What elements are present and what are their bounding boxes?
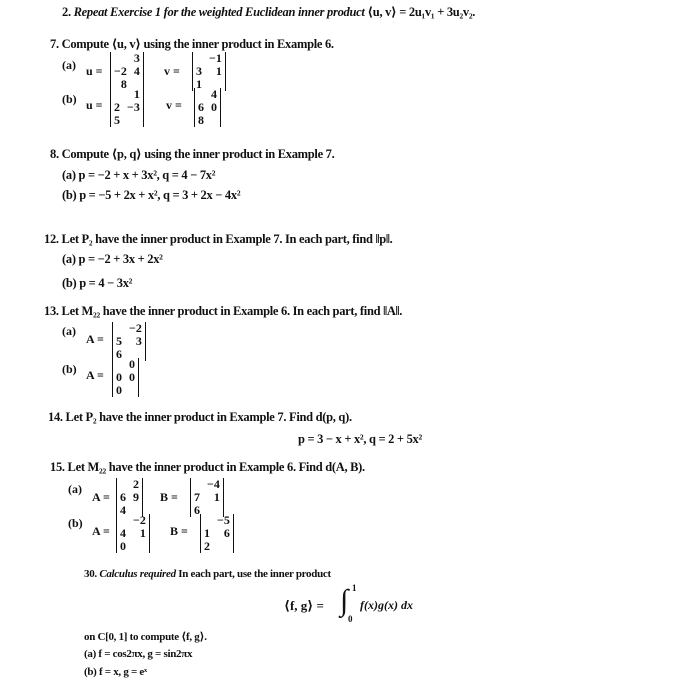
- exercise-15b-label: (b): [68, 516, 83, 530]
- matrix-cell: 6: [116, 347, 122, 361]
- exercise-14-formula: p = 3 − x + x², q = 2 + 5x²: [298, 432, 422, 446]
- integral-sign-icon: ∫: [340, 584, 349, 617]
- exercise-30-formula-rhs: f(x)g(x) dx: [360, 598, 413, 612]
- exercise-15b-b-label: B =: [170, 524, 188, 538]
- exercise-12b: (b) p = 4 − 3x²: [62, 276, 133, 290]
- matrix-cell: 0: [211, 100, 217, 114]
- exercise-8b: (b) p = −5 + 2x + x², q = 3 + 2x − 4x²: [62, 188, 241, 202]
- exercise-7-heading: 7. Compute ⟨u, v⟩ using the inner product in Example 6.: [50, 37, 334, 51]
- exercise-7b-u-matrix: [110, 88, 144, 127]
- exercise-7b-label: (b): [62, 92, 77, 106]
- matrix-cell: 1: [213, 490, 220, 504]
- exercise-15a-label: (a): [68, 482, 82, 496]
- matrix-cell: −2: [114, 64, 127, 78]
- exercise-8-heading: 8. Compute ⟨p, q⟩ using the inner product in Example 7.: [50, 147, 335, 161]
- exercise-15b-b-matrix: [200, 514, 234, 553]
- matrix-cell: −4: [207, 477, 220, 491]
- matrix-cell: −5: [217, 513, 230, 527]
- matrix-cell: 8: [120, 77, 127, 91]
- matrix-cell: 1: [139, 526, 146, 540]
- exercise-30-space: on C[0, 1] to compute ⟨f, g⟩.: [84, 631, 207, 643]
- integral-upper-limit: 1: [352, 583, 357, 593]
- exercise-15a-a-matrix: [116, 478, 143, 517]
- exercise-7a-u-matrix: [110, 52, 144, 91]
- matrix-cell: 6: [223, 526, 230, 540]
- matrix-cell: 4: [133, 64, 140, 78]
- exercise-13a-label: (a): [62, 324, 76, 338]
- matrix-cell: −3: [127, 100, 140, 114]
- exercise-30-formula-lhs: ⟨f, g⟩ =: [284, 598, 324, 613]
- matrix-cell: 7: [194, 490, 200, 504]
- exercise-13b-matrix: [112, 358, 139, 397]
- matrix-cell: 1: [133, 87, 140, 101]
- exercise-30-calculus-note: Calculus required: [99, 568, 176, 580]
- exercise-7b-u-label: u =: [86, 98, 103, 112]
- exercise-7a-u-label: u =: [86, 64, 103, 78]
- matrix-cell: 2: [133, 477, 139, 491]
- matrix-cell: 0: [116, 383, 122, 397]
- matrix-cell: 1: [196, 77, 202, 91]
- exercise-2-number: 2.: [62, 5, 71, 19]
- matrix-cell: 4: [211, 87, 217, 101]
- matrix-cell: 5: [114, 113, 120, 127]
- exercise-13a-matrix: [112, 322, 146, 361]
- exercise-15-heading: 15. Let M₂₂ have the inner product in Example 6. Find d(A, B).: [50, 460, 365, 474]
- exercise-13a-a-label: A =: [86, 332, 104, 346]
- exercise-15a-b-label: B =: [160, 490, 178, 504]
- exercise-30-heading: [84, 568, 331, 580]
- matrix-cell: 0: [129, 370, 135, 384]
- exercise-13-heading: 13. Let M₂₂ have the inner product in Example 6. In each part, find ‖A‖.: [44, 304, 403, 318]
- exercise-15a-a-label: A =: [92, 490, 110, 504]
- exercise-12-heading: 12. Let P₂ have the inner product in Example 7. In each part, find ‖p‖.: [44, 232, 393, 246]
- matrix-cell: −2: [133, 513, 146, 527]
- exercise-30b: (b) f = x, g = eˣ: [84, 666, 147, 678]
- matrix-cell: 0: [129, 357, 135, 371]
- exercise-2-formula: ⟨u, v⟩ = 2u₁v₁ + 3u₂v₂.: [367, 5, 476, 19]
- matrix-cell: 3: [196, 64, 202, 78]
- matrix-cell: −2: [129, 321, 142, 335]
- matrix-cell: 2: [114, 100, 120, 114]
- exercise-13b-label: (b): [62, 362, 77, 376]
- matrix-cell: −1: [209, 51, 222, 65]
- matrix-cell: 6: [120, 490, 126, 504]
- matrix-cell: 6: [194, 503, 200, 517]
- matrix-cell: 6: [198, 100, 204, 114]
- matrix-cell: 8: [198, 113, 204, 127]
- matrix-cell: 3: [133, 51, 140, 65]
- exercise-2: [62, 4, 475, 20]
- matrix-cell: 1: [215, 64, 222, 78]
- exercise-14-heading: 14. Let P₂ have the inner product in Example 7. Find d(p, q).: [48, 410, 352, 424]
- exercise-7b-v-label: v =: [166, 98, 182, 112]
- exercise-13b-a-label: A =: [86, 368, 104, 382]
- matrix-cell: 1: [204, 526, 210, 540]
- exercise-7a-v-label: v =: [164, 64, 180, 78]
- exercise-30-number: 30.: [84, 568, 97, 580]
- exercise-7a-v-matrix: [192, 52, 226, 91]
- matrix-cell: 0: [116, 370, 122, 384]
- exercise-30-text: In each part, use the inner product: [178, 568, 331, 580]
- exercise-8a: (a) p = −2 + x + 3x², q = 4 − 7x²: [62, 168, 216, 182]
- exercise-7a-label: (a): [62, 58, 76, 72]
- matrix-cell: 5: [116, 334, 122, 348]
- exercise-30a: (a) f = cos2πx, g = sin2πx: [84, 648, 193, 660]
- integral-lower-limit: 0: [348, 614, 353, 624]
- exercise-15b-a-label: A =: [92, 524, 110, 538]
- matrix-cell: 0: [120, 539, 126, 553]
- exercise-15a-b-matrix: [190, 478, 224, 517]
- exercise-15b-a-matrix: [116, 514, 150, 553]
- exercise-2-text: Repeat Exercise 1 for the weighted Euclidean inner product: [73, 5, 365, 19]
- matrix-cell: 4: [120, 526, 126, 540]
- matrix-cell: 4: [120, 503, 126, 517]
- exercise-12a: (a) p = −2 + 3x + 2x²: [62, 252, 163, 266]
- matrix-cell: 9: [133, 490, 139, 504]
- exercise-7b-v-matrix: [194, 88, 221, 127]
- matrix-cell: 3: [135, 334, 142, 348]
- matrix-cell: 2: [204, 539, 210, 553]
